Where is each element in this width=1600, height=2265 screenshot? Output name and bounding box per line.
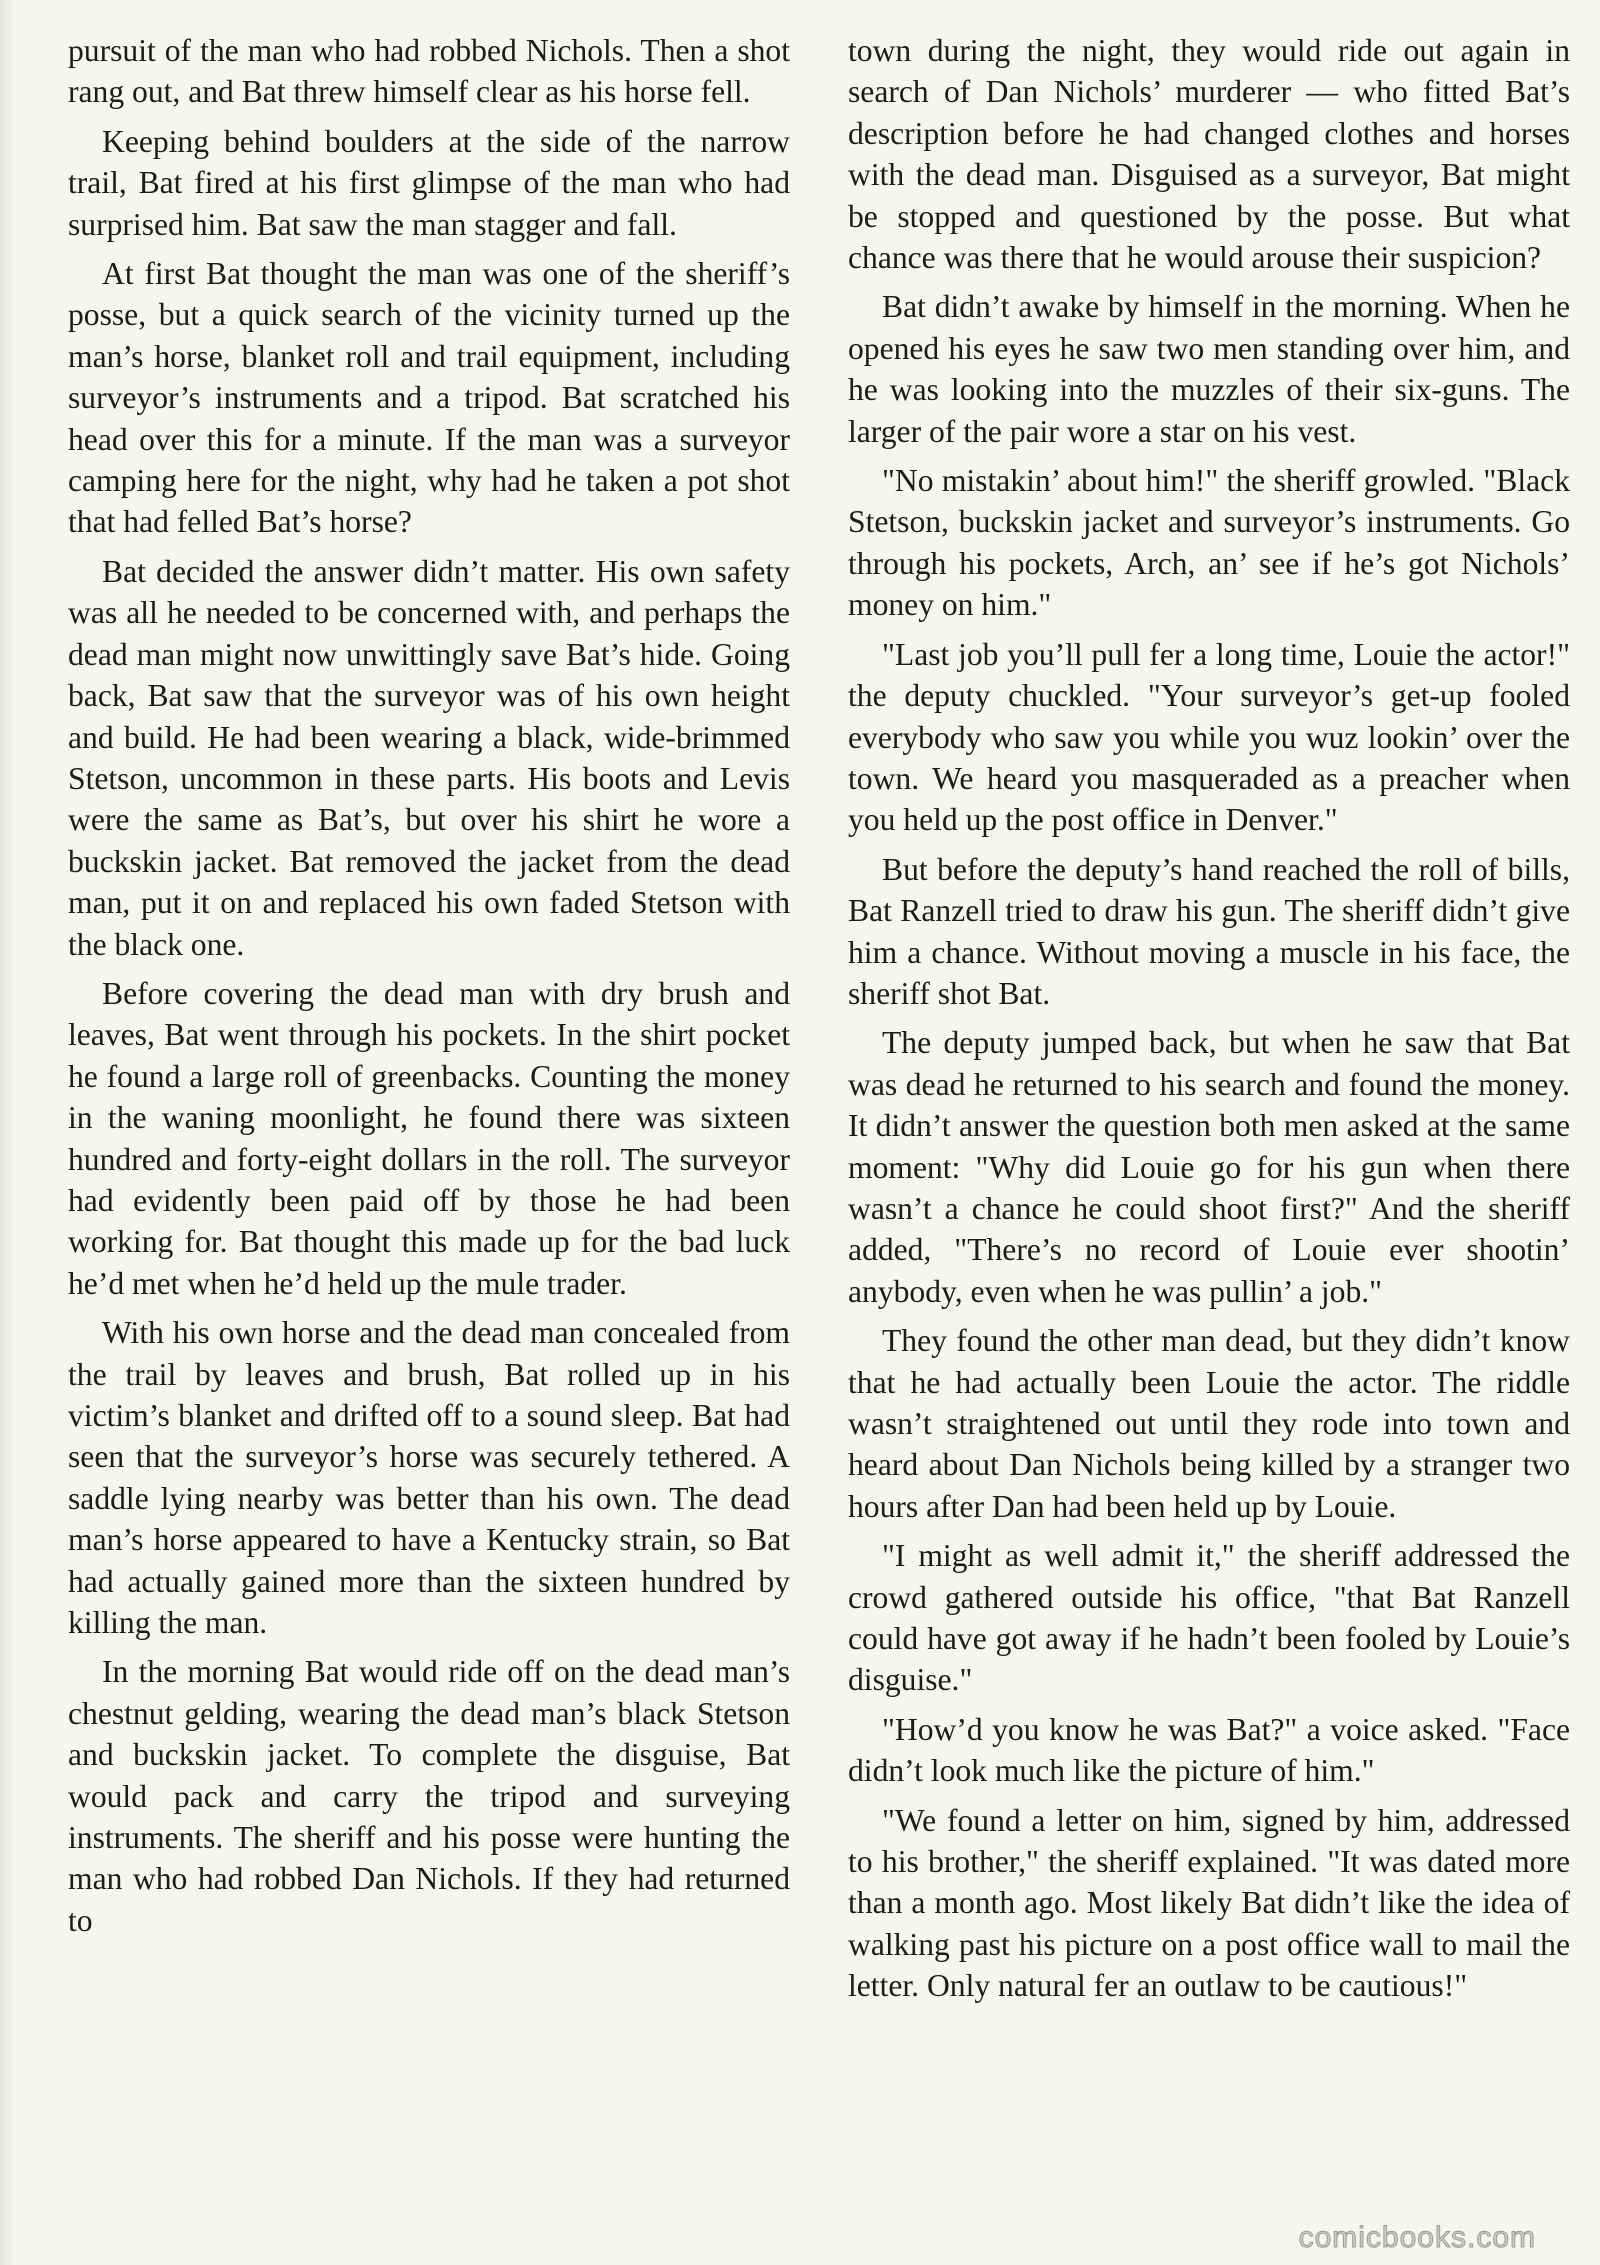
paragraph: They found the other man dead, but they didn’t know that he had actually been Louie the actor. The riddle wasn’t straightened out until they rode into town and heard about Dan Nichols being killed by a stranger two hours after Dan had been held up by Louie. [848, 1323, 1570, 1524]
paragraph: "We found a letter on him, signed by him, addressed to his brother," the sheriff explained. "It was dated more than a month ago. Most likely Bat didn’t like the idea of walking past his picture on a post office wall to mail the letter. Only natural fer an outlaw to be cautious!" [848, 1802, 1570, 2004]
paragraph: "No mistakin’ about him!" the sheriff growled. "Black Stetson, buckskin jacket and surveyor’s instruments. Go through his pockets, Arch, an’ see if he’s got Nichols’ money on him." [848, 463, 1570, 623]
paragraph: "Last job you’ll pull fer a long time, Louie the actor!" the deputy chuckled. "Your surveyor’s get-up fooled everybody who saw you while you wuz lookin’ over the town. We heard you masqueraded as a preacher when you held up the post office in Denver." [848, 636, 1570, 838]
paragraph: town during the night, they would ride out again in search of Dan Nichols’ murderer — who fitted Bat’s description before he had changed clothes and horses with the dead man. Disguised as a surveyor, Bat might be stopped and questioned by the posse. But what chance was there that he would arouse their suspicion? [848, 33, 1570, 276]
paragraph: Keeping behind boulders at the side of the narrow trail, Bat fired at his first glimpse of the man who had surprised him. Bat saw the man stagger and fall. [68, 123, 790, 242]
paragraph: pursuit of the man who had robbed Nichols. Then a shot rang out, and Bat threw himself clear as his horse fell. [68, 33, 790, 110]
watermark: comicbooks.com [1298, 2221, 1536, 2254]
paragraph: In the morning Bat would ride off on the dead man’s chestnut gelding, wearing the dead man’s black Stetson and buckskin jacket. To complete the disguise, Bat would pack and carry the tripod and surveying instruments. The sheriff and his posse were hunting the man who had robbed Dan Nichols. If they had returned to [68, 1654, 790, 1938]
paragraph: The deputy jumped back, but when he saw that Bat was dead he returned to his search and found the money. It didn’t answer the question both men asked at the same moment: "Why did Louie go for his gun when there wasn’t a chance he could shoot first?" And the sheriff added, "There’s no record of Louie ever shootin’ anybody, even when he was pullin’ a job." [848, 1025, 1570, 1309]
paragraph: At first Bat thought the man was one of the sheriff’s posse, but a quick search of the vicinity turned up the man’s horse, blanket roll and trail equipment, including surveyor’s instruments and a tripod. Bat scratched his head over this for a minute. If the man was a surveyor camping here for the night, why had he taken a pot shot that had felled Bat’s horse? [68, 256, 790, 540]
left-text-column [68, 30, 790, 1949]
paragraph: Bat decided the answer didn’t matter. His own safety was all he needed to be concerned with, and perhaps the dead man might now unwittingly save Bat’s hide. Going back, Bat saw that the surveyor was of his own height and build. He had been wearing a black, wide-brimmed Stetson, uncommon in these parts. His boots and Levis were the same as Bat’s, but over his shirt he wore a buckskin jacket. Bat removed the jacket from the dead man, put it on and replaced his own faded Stetson with the black one. [68, 553, 790, 962]
paragraph: Before covering the dead man with dry brush and leaves, Bat went through his pockets. In the shirt pocket he found a large roll of greenbacks. Counting the money in the waning moonlight, he found there was sixteen hundred and forty-eight dollars in the roll. The surveyor had evidently been paid off by those he had been working for. Bat thought this made up for the bad luck he’d met when he’d held up the mule trader. [68, 975, 790, 1301]
page-edge-shadow [0, 0, 14, 2265]
paragraph: Bat didn’t awake by himself in the morning. When he opened his eyes he saw two men standing over him, and he was looking into the muzzles of their six-guns. The larger of the pair wore a star on his vest. [848, 289, 1570, 449]
right-text-column [848, 30, 1570, 2015]
paragraph: "How’d you know he was Bat?" a voice asked. "Face didn’t look much like the picture of him." [848, 1711, 1570, 1789]
paragraph: "I might as well admit it," the sheriff addressed the crowd gathered outside his office, "that Bat Ranzell could have got away if he hadn’t been fooled by Louie’s disguise." [848, 1538, 1570, 1698]
paragraph: But before the deputy’s hand reached the roll of bills, Bat Ranzell tried to draw his gun. The sheriff didn’t give him a chance. Without moving a muscle in his face, the sheriff shot Bat. [848, 851, 1570, 1011]
paragraph: With his own horse and the dead man concealed from the trail by leaves and brush, Bat rolled up in his victim’s blanket and drifted off to a sound sleep. Bat had seen that the surveyor’s horse was securely tethered. A saddle lying nearby was better than his own. The dead man’s horse appeared to have a Kentucky strain, so Bat had actually gained more than the sixteen hundred by killing the man. [68, 1315, 790, 1641]
